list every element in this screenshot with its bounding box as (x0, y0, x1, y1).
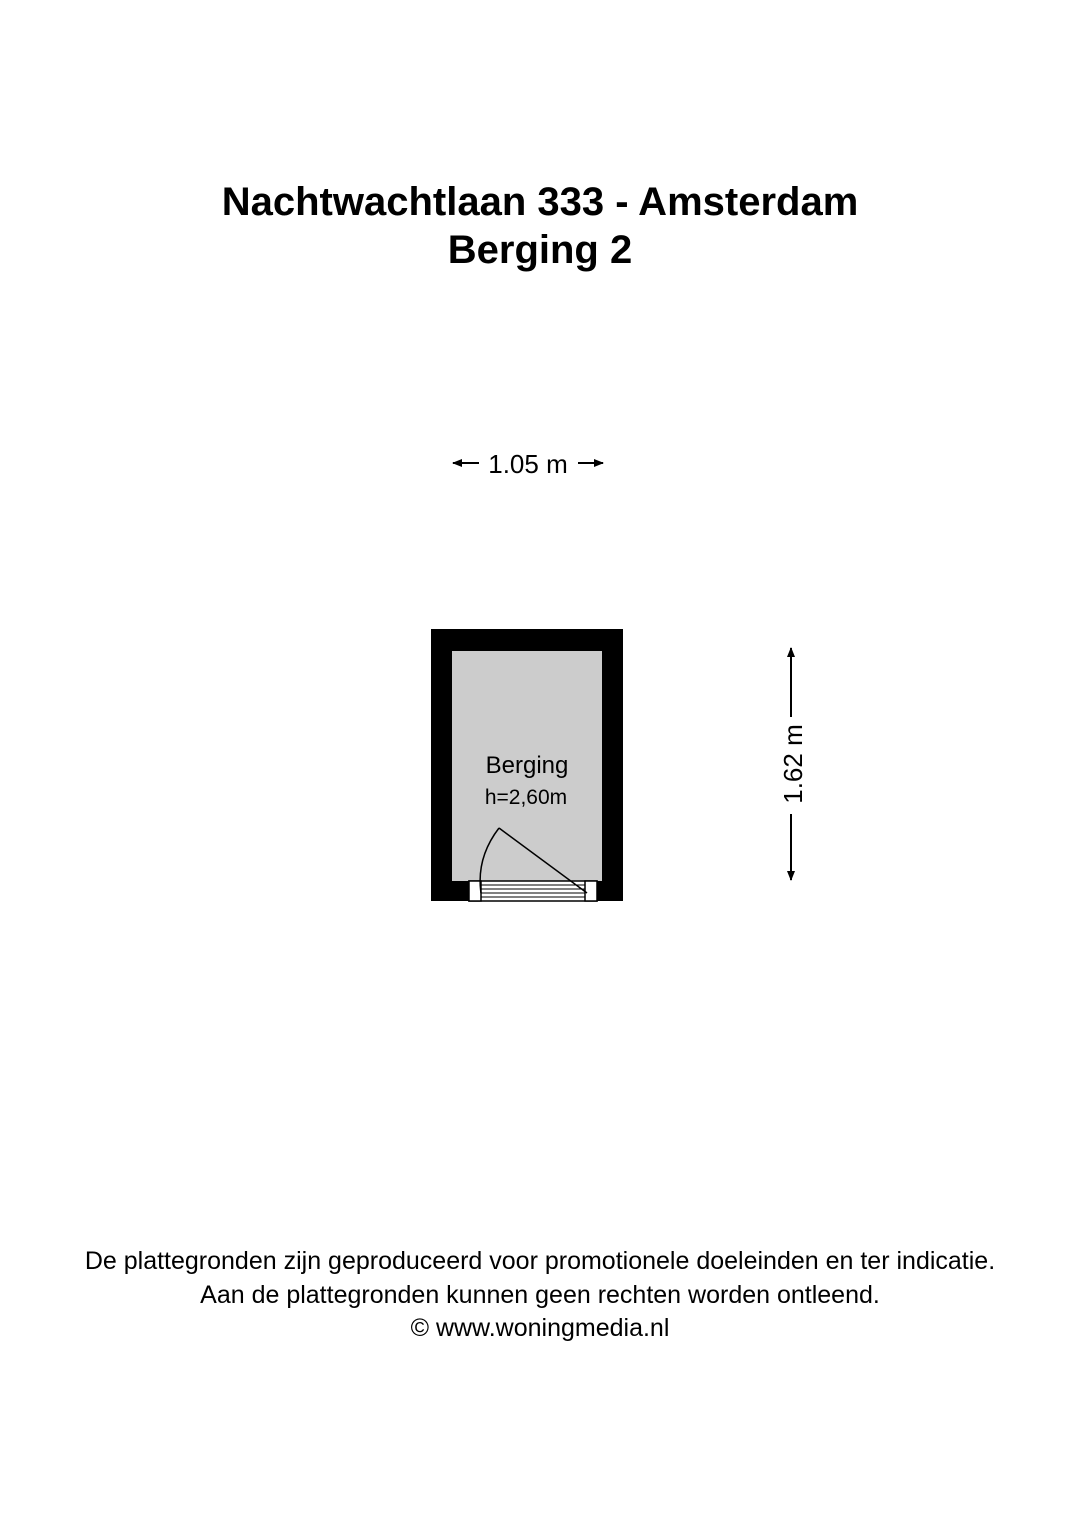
page-title: Nachtwachtlaan 333 - Amsterdam (221, 180, 859, 224)
width-dimension-label: 1.05 m (488, 449, 568, 479)
wall-bottom-right (597, 881, 623, 901)
door-jamb-right (585, 881, 597, 901)
wall-bottom-left (431, 881, 469, 901)
page-subtitle: Berging 2 (447, 228, 633, 272)
disclaimer-line-1: De plattegronden zijn geproduceerd voor promotionele doeleinden en ter indicatie. (84, 1247, 996, 1275)
room-height-label: h=2,60m (484, 786, 568, 809)
door-jamb-left (469, 881, 481, 901)
copyright-link[interactable]: © www.woningmedia.nl (410, 1314, 670, 1342)
wall-left (431, 629, 452, 901)
wall-right (602, 629, 623, 901)
room-berging (431, 629, 623, 901)
disclaimer-line-2: Aan de plattegronden kunnen geen rechten worden ontleend. (200, 1281, 880, 1309)
room-name-label: Berging (485, 752, 569, 779)
door-threshold (469, 881, 597, 901)
wall-top (431, 629, 623, 651)
depth-dimension-label: 1.62 m (778, 724, 808, 804)
depth-dimension (778, 648, 808, 880)
width-dimension (453, 449, 603, 479)
